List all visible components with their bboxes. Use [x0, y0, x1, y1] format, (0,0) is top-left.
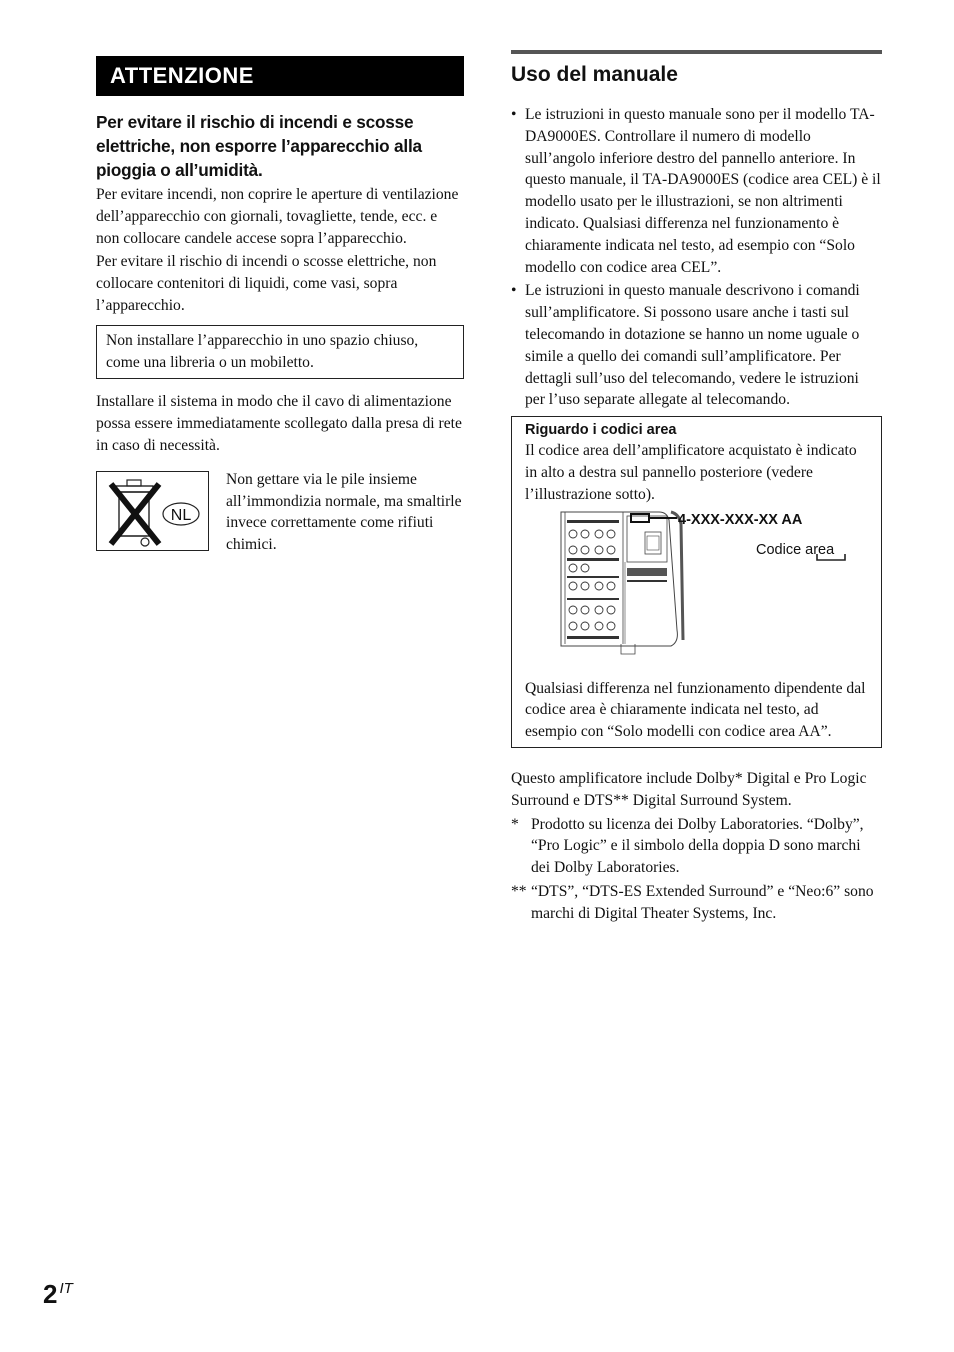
- trademark-notes: [511, 814, 882, 925]
- area-code-box: [511, 416, 882, 748]
- power-cord-paragraph: Installare il sistema in modo che il cavo di alimentazione possa essere immediatamente scollegato dalla presa di rete in caso di necessità.: [96, 393, 462, 454]
- page-number: [43, 1279, 73, 1310]
- installation-boxed-note: Non installare l’apparecchio in uno spazio chiuso, come una libreria o un mobiletto.: [96, 325, 464, 380]
- section-rule: [511, 50, 882, 54]
- list-item-text: Le istruzioni in questo manuale descrivono i comandi sull’amplificatore. Si possono usare anche i tasti sul telecomando in dotazione se hanno un nome uguale o simile a quello dei comandi sull’amplificatore. Per dettagli sull’uso del telecomando, vedere le istruzioni per l’uso separate allegate al telecomando.: [525, 282, 860, 409]
- area-code-box-title: Riguardo i codici area: [525, 422, 677, 439]
- bullet-mark: •: [511, 282, 517, 300]
- footnote-item: [511, 814, 882, 879]
- liquid-warning-paragraph: Per evitare il rischio di incendi o scosse elettriche, non collocare contenitori di liquidi, come vasi, sopra l’apparecchio.: [96, 253, 437, 314]
- area-code-intro: Il codice area dell’amplificatore acquistato è indicato in alto a destra sul pannello posteriore (vedere l’illustrazione sotto).: [525, 442, 857, 503]
- battery-disposal-icon: [96, 471, 209, 551]
- section-title: Uso del manuale: [511, 63, 678, 86]
- area-code-outro: Qualsiasi differenza nel funzionamento dipendente dal codice area è chiaramente indicata nel testo, ad esempio con “Solo modelli con codice area AA”.: [525, 679, 866, 741]
- rear-panel-illustration: [559, 510, 879, 676]
- right-column: [511, 50, 882, 927]
- nl-label: NL: [170, 506, 192, 524]
- left-column: [96, 56, 464, 555]
- dolby-paragraph: Questo amplificatore include Dolby* Digital e Pro Logic Surround e DTS** Digital Surround System.: [511, 769, 867, 809]
- page-language-suffix: IT: [59, 1280, 73, 1297]
- footnote-mark: **: [511, 882, 527, 900]
- footnote-text: Prodotto su licenza dei Dolby Laboratories. “Dolby”, “Pro Logic” e il simbolo della doppia D sono marchi dei Dolby Laboratories.: [531, 815, 864, 877]
- list-item: [511, 104, 882, 278]
- footnote-text: “DTS”, “DTS-ES Extended Surround” e “Neo:6” sono marchi di Digital Theater Systems, Inc.: [531, 882, 874, 922]
- footnote-item: [511, 881, 882, 925]
- rear-panel-diagram: [525, 510, 869, 678]
- warning-heading: Per evitare il rischio di incendi e scosse elettriche, non esporre l’apparecchio alla pioggia o all’umidità.: [96, 112, 422, 180]
- battery-disposal-notice: [96, 471, 464, 555]
- footnote-mark: *: [511, 815, 519, 833]
- manual-usage-list: [511, 104, 882, 411]
- list-item: [511, 280, 882, 411]
- battery-disposal-text: Non gettare via le pile insieme all’immondizia normale, ma smaltirle invece correttamente come rifiuti chimici.: [226, 470, 462, 554]
- attenzione-banner: ATTENZIONE: [96, 56, 464, 96]
- fire-warning-paragraph: Per evitare incendi, non coprire le aperture di ventilazione dell’apparecchio con giornali, tovagliette, tende, ecc. e non collocare candele accese sopra l’apparecchio.: [96, 186, 459, 247]
- area-code-label: 4-XXX-XXX-XX AA: [678, 511, 803, 528]
- bullet-mark: •: [511, 106, 517, 123]
- page-number-value: 2: [43, 1279, 58, 1309]
- list-item-text: Le istruzioni in questo manuale sono per il modello TA-DA9000ES. Controllare il numero di modello sull’angolo inferiore destro del pannello anteriore. In questo manuale, il TA-DA9000ES (codice area CEL) è il modello usato per le illustrazioni, se non altrimenti indicato. Qualsiasi differenza nel funzionamento è chiaramente indicata nel testo, ad esempio con “Solo modello con codice area CEL”.: [525, 106, 881, 276]
- area-code-caption: Codice area: [756, 541, 835, 558]
